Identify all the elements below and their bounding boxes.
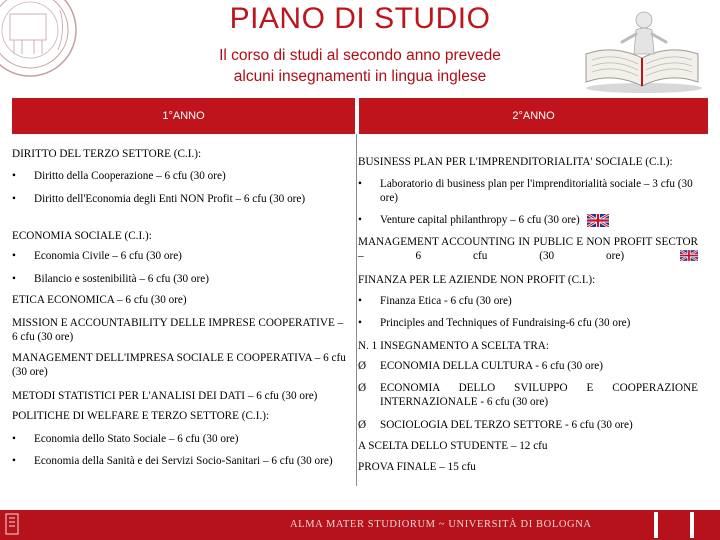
arrow-marker: Ø (358, 360, 367, 372)
page-subtitle (130, 45, 590, 87)
subtitle-line-1: Il corso di studi al secondo anno prevede (219, 47, 501, 64)
uk-flag-icon (680, 250, 698, 261)
list-item (358, 214, 698, 228)
course-politiche-welfare: POLITICHE DI WELFARE E TERZO SETTORE (C.I.): (12, 410, 270, 422)
course-item: ECONOMIA DELLA CULTURA - 6 cfu (30 ore) (380, 360, 603, 372)
course-mission-accountability: MISSION E ACCOUNTABILITY DELLE IMPRESE COOPERATIVE – 6 cfu (30 ore) (12, 317, 344, 343)
course-management-accounting (358, 236, 698, 263)
bullet-marker: • (12, 250, 16, 262)
list-item (358, 382, 698, 409)
footer-divider (690, 512, 694, 538)
course-item: Economia Civile – 6 cfu (30 ore) (34, 250, 182, 262)
course-item: Principles and Techniques of Fundraising-6 cfu (30 ore) (380, 317, 631, 329)
course-management-impresa: MANAGEMENT DELL'IMPRESA SOCIALE E COOPERATIVA – 6 cfu (30 ore) (12, 352, 346, 378)
list-item (12, 170, 350, 184)
course-item: Diritto della Cooperazione – 6 cfu (30 ore) (34, 170, 226, 182)
arrow-marker: Ø (358, 419, 367, 431)
course-diritto-terzo-settore: DIRITTO DEL TERZO SETTORE (C.I.): (12, 148, 202, 160)
page-title: PIANO DI STUDIO (229, 2, 491, 35)
subtitle-line-2: alcuni insegnamenti in lingua inglese (233, 68, 487, 85)
list-item (12, 273, 350, 287)
first-year-header: 1°ANNO (12, 98, 355, 134)
course-scelta-studente: A SCELTA DELLO STUDENTE – 12 cfu (358, 440, 548, 452)
course-item: ECONOMIA DELLO SVILUPPO E COOPERAZIONE INTERNAZIONALE - 6 cfu (30 ore) (380, 382, 698, 408)
second-year-header: 2°ANNO (359, 98, 708, 134)
bullet-marker: • (12, 433, 16, 445)
uk-flag-icon (587, 214, 609, 227)
course-item: Bilancio e sostenibilità – 6 cfu (30 ore) (34, 273, 209, 285)
list-item (12, 193, 350, 207)
bullet-marker: • (358, 178, 362, 190)
bullet-marker: • (12, 273, 16, 285)
footer-text: ALMA MATER STUDIORUM ~ UNIVERSITÀ DI BOLOGNA (290, 519, 592, 530)
list-item (358, 419, 698, 433)
bullet-marker: • (358, 214, 362, 226)
bullet-marker: • (12, 193, 16, 205)
footer-divider (654, 512, 658, 538)
course-economia-sociale: ECONOMIA SOCIALE (C.I.): (12, 230, 152, 242)
course-item: Diritto dell'Economia degli Enti NON Profit – 6 cfu (30 ore) (34, 193, 306, 205)
bullet-marker: • (358, 295, 362, 307)
course-metodi-statistici: METODI STATISTICI PER L'ANALISI DEI DATI – 6 cfu (30 ore) (12, 390, 318, 402)
list-item (12, 250, 350, 264)
course-item: Venture capital philanthropy – 6 cfu (30 ore) (380, 214, 580, 227)
english-course-item (380, 214, 698, 228)
arrow-marker: Ø (358, 382, 367, 394)
course-etica-economica: ETICA ECONOMICA – 6 cfu (30 ore) (12, 294, 187, 306)
list-item (358, 295, 698, 309)
course-scelta-header: N. 1 INSEGNAMENTO A SCELTA TRA: (358, 340, 549, 352)
bullet-marker: • (12, 455, 16, 467)
list-item (12, 433, 350, 447)
course-finanza: FINANZA PER LE AZIENDE NON PROFIT (C.I.): (358, 274, 596, 286)
university-seal-icon (4, 512, 20, 536)
course-management-accounting-text: MANAGEMENT ACCOUNTING IN PUBLIC E NON PROFIT SECTOR – 6 cfu (30 ore) (358, 236, 698, 262)
course-prova-finale: PROVA FINALE – 15 cfu (358, 461, 476, 473)
course-item: Economia dello Stato Sociale – 6 cfu (30 ore) (34, 433, 239, 445)
list-item (358, 178, 698, 205)
course-item: SOCIOLOGIA DEL TERZO SETTORE - 6 cfu (30 ore) (380, 419, 633, 431)
list-item (358, 360, 698, 374)
open-book-figure-icon (578, 8, 708, 94)
course-item: Laboratorio di business plan per l'imprenditorialità sociale – 3 cfu (30 ore) (380, 178, 693, 204)
course-business-plan: BUSINESS PLAN PER L'IMPRENDITORIALITA' SOCIALE (C.I.): (358, 156, 673, 168)
course-item: Finanza Etica - 6 cfu (30 ore) (380, 295, 512, 307)
list-item (12, 455, 350, 469)
bullet-marker: • (358, 317, 362, 329)
course-item: Economia della Sanità e dei Servizi Socio-Sanitari – 6 cfu (30 ore) (34, 455, 333, 467)
column-divider (356, 134, 357, 486)
bullet-marker: • (12, 170, 16, 182)
list-item (358, 317, 698, 331)
